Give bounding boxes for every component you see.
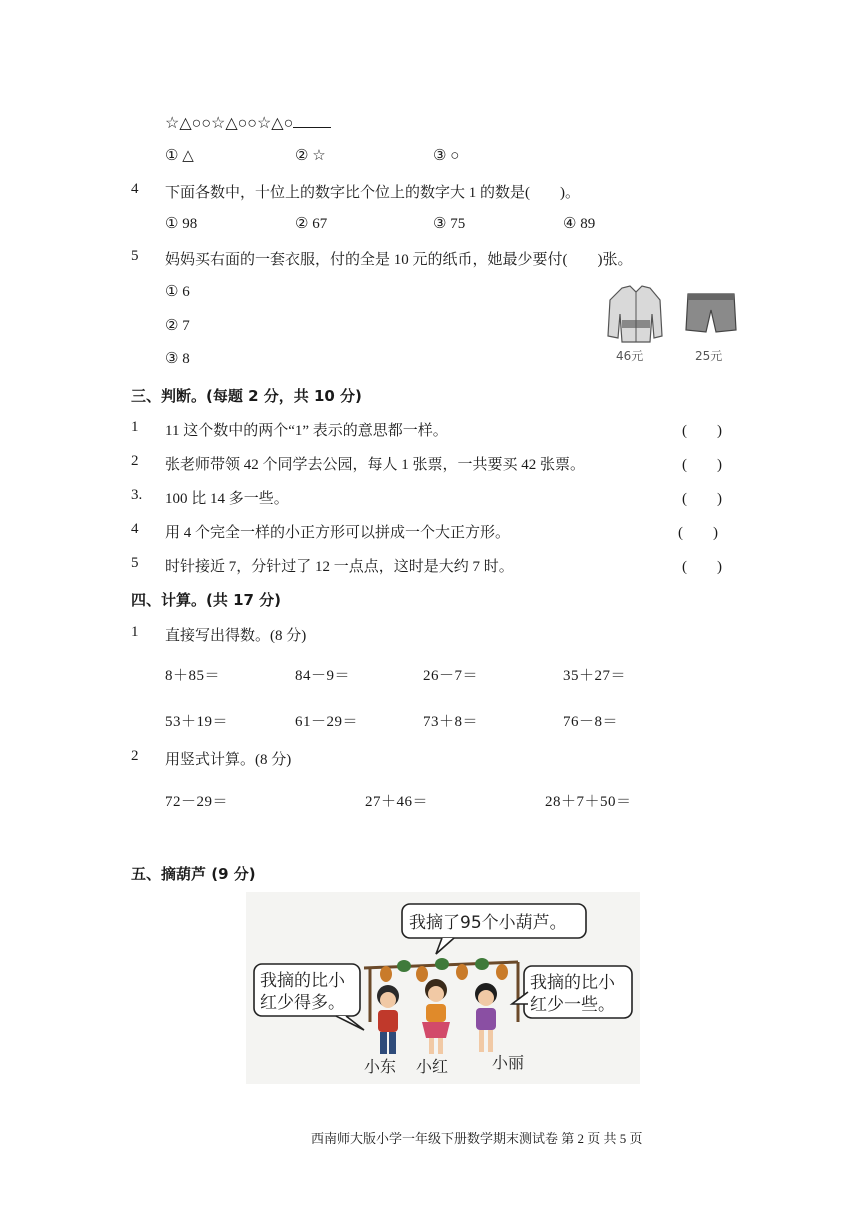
- gourd-picking-illustration: [246, 892, 640, 1084]
- s3-item2-answer: ( ): [682, 457, 722, 473]
- s3-item4-answer: ( ): [678, 525, 718, 541]
- s3-item1-text: 11 这个数中的两个“1” 表示的意思都一样。: [165, 423, 448, 439]
- name-xiaoli: 小丽: [492, 1053, 525, 1072]
- q5-option-2: ② 7: [165, 318, 190, 334]
- q4-option-4: ④ 89: [563, 216, 596, 232]
- section5-heading: 五、摘葫芦 (9 分): [131, 865, 256, 883]
- clothes-illustration: [600, 280, 740, 368]
- q5-option-1: ① 6: [165, 284, 190, 300]
- s4-q1-number: 1: [131, 624, 139, 640]
- name-xiaodong: 小东: [364, 1057, 397, 1076]
- s4-q2-text: 用竖式计算。(8 分): [165, 752, 292, 768]
- s3-item5-text: 时针接近 7，分针过了 12 一点点，这时是大约 7 时。: [165, 559, 514, 575]
- s4-q2-number: 2: [131, 748, 139, 764]
- q4-option-1: ① 98: [165, 216, 198, 232]
- q4-number: 4: [131, 181, 139, 197]
- jacket-price: 46元: [616, 349, 644, 363]
- bubble-left-line1: 我摘的比小: [260, 971, 345, 991]
- section3-heading: 三、判断。(每题 2 分，共 10 分): [131, 387, 362, 405]
- q5-number: 5: [131, 248, 139, 264]
- bubble-right-line2: 红少一些。: [530, 995, 615, 1015]
- q4-option-3: ③ 75: [433, 216, 466, 232]
- s3-item2-number: 2: [131, 453, 139, 469]
- name-xiaohong: 小红: [416, 1057, 449, 1076]
- jacket-image: [608, 286, 662, 342]
- q5-option-3: ③ 8: [165, 351, 190, 367]
- calc-r2-3: 73＋8＝: [423, 714, 479, 730]
- vertical-calc-2: 27＋46＝: [365, 794, 429, 810]
- bubble-left-line2: 红少得多。: [260, 993, 345, 1013]
- s3-item5-answer: ( ): [682, 559, 722, 575]
- pattern-option-3: ③ ○: [433, 148, 460, 164]
- pattern-option-1: ① △: [165, 148, 194, 164]
- bubble-top-text: 我摘了95个小葫芦。: [409, 913, 567, 933]
- answer-blank: [293, 115, 331, 128]
- pattern-sequence-text: ☆△○○☆△○○☆△○: [165, 115, 294, 132]
- s4-q1-text: 直接写出得数。(8 分): [165, 628, 307, 644]
- s3-item1-number: 1: [131, 419, 139, 435]
- s3-item2-text: 张老师带领 42 个同学去公园，每人 1 张票，一共要买 42 张票。: [165, 457, 586, 473]
- shorts-image: [686, 294, 736, 332]
- speech-bubble-right: [512, 966, 632, 1018]
- q4-text: 下面各数中，十位上的数字比个位上的数字大 1 的数是( )。: [165, 185, 580, 201]
- pattern-sequence: [165, 113, 331, 133]
- q5-text: 妈妈买右面的一套衣服，付的全是 10 元的纸币，她最少要付( )张。: [165, 252, 633, 268]
- s3-item3-text: 100 比 14 多一些。: [165, 491, 289, 507]
- s3-item1-answer: ( ): [682, 423, 722, 439]
- bubble-right-line1: 我摘的比小: [530, 973, 615, 993]
- s3-item4-text: 用 4 个完全一样的小正方形可以拼成一个大正方形。: [165, 525, 511, 541]
- page-footer: 西南师大版小学一年级下册数学期末测试卷 第 2 页 共 5 页: [311, 1131, 643, 1146]
- calc-r1-4: 35＋27＝: [563, 668, 627, 684]
- calc-r1-3: 26－7＝: [423, 668, 479, 684]
- q4-option-2: ② 67: [295, 216, 328, 232]
- vertical-calc-3: 28＋7＋50＝: [545, 794, 632, 810]
- calc-r1-2: 84－9＝: [295, 668, 351, 684]
- s3-item4-number: 4: [131, 521, 139, 537]
- pattern-option-2: ② ☆: [295, 148, 326, 164]
- s3-item5-number: 5: [131, 555, 139, 571]
- calc-r1-1: 8＋85＝: [165, 668, 221, 684]
- shorts-price: 25元: [695, 349, 723, 363]
- calc-r2-1: 53＋19＝: [165, 714, 229, 730]
- calc-r2-4: 76－8＝: [563, 714, 619, 730]
- vertical-calc-1: 72－29＝: [165, 794, 229, 810]
- s3-item3-number: 3.: [131, 487, 143, 503]
- section4-heading: 四、计算。(共 17 分): [131, 591, 282, 609]
- calc-r2-2: 61－29＝: [295, 714, 359, 730]
- s3-item3-answer: ( ): [682, 491, 722, 507]
